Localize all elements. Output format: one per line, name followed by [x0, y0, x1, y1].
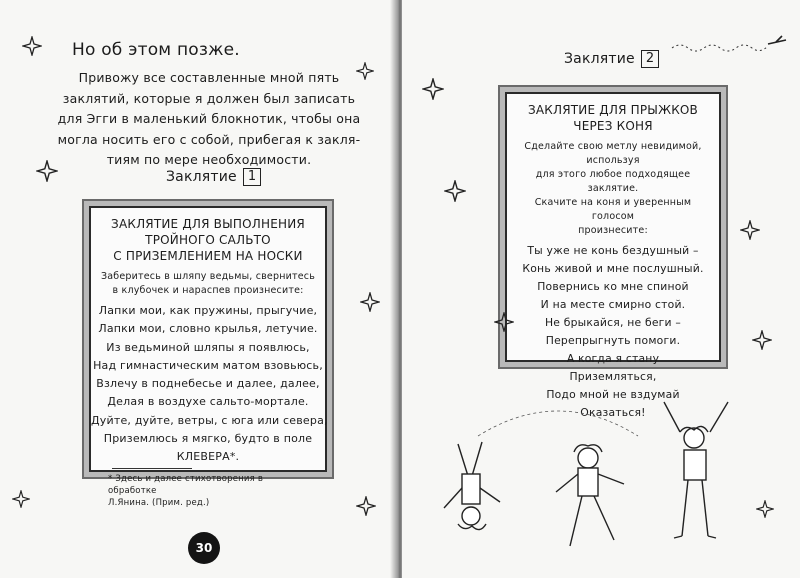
verse-line: Лапки мои, как пружины, прыгучие, [98, 304, 318, 317]
star-icon [360, 292, 380, 312]
verse-line: И на месте смирно стой. [540, 298, 686, 311]
verse-line: Делая в воздухе сальто-мортале. [107, 395, 309, 409]
acrobat-illustration [438, 396, 758, 566]
footnote-line: Л.Янина. (Прим. ред.) [108, 498, 210, 508]
intro-line: тиям по мере необходимости. [106, 152, 312, 167]
star-icon [444, 180, 466, 202]
verse-line: Ты уже не конь бездушный – [527, 244, 699, 257]
verse-line: Лапки мои, словно крылья, летучие. [98, 322, 318, 336]
card-verse [507, 242, 719, 422]
verse-line: Подо мной не вздумай [546, 388, 680, 401]
star-icon [756, 500, 774, 518]
page-heading: Но об этом позже. [72, 40, 240, 60]
card-title-line: С ПРИЗЕМЛЕНИЕМ НА НОСКИ [113, 249, 303, 263]
verse-line: Не брыкайся, не беги – [544, 316, 682, 329]
card-title [91, 216, 325, 264]
spell-card-2 [505, 92, 721, 419]
card-instructions [97, 270, 319, 298]
verse-line: Оказаться! [580, 406, 646, 419]
footnote-line: * Здесь и далее стихотворения в обработке [108, 474, 264, 496]
star-icon [494, 312, 514, 332]
verse-line: Взлечу в поднебесье и далее, далее, [96, 377, 320, 391]
broom-trail-doodle [670, 30, 790, 60]
page-number: 30 [188, 532, 220, 564]
card-instruction-line: для этого любое подходящее заклятие. [535, 169, 691, 194]
star-icon [752, 330, 772, 350]
card-title [507, 102, 719, 134]
footnote-rule [112, 468, 192, 469]
card-instruction-line: произнесите: [578, 225, 648, 236]
star-icon [12, 490, 30, 508]
spell-label: Заклятие [166, 169, 237, 185]
card-title-line: ЗАКЛЯТИЕ ДЛЯ ВЫПОЛНЕНИЯ [111, 217, 305, 231]
card-instruction-line: Заберитесь в шляпу ведьмы, свернитесь [101, 271, 315, 282]
star-icon [356, 496, 376, 516]
footnote [108, 473, 308, 509]
spell-number: 2 [641, 50, 659, 68]
intro-line: могла носить его с собой, прибегая к закля- [57, 131, 361, 147]
star-icon [740, 220, 760, 240]
spell-label: Заклятие [564, 51, 635, 67]
card-title-line: ТРОЙНОГО САЛЬТО [145, 233, 271, 247]
star-icon [22, 36, 42, 56]
spell-card-1 [89, 206, 327, 472]
star-icon [422, 78, 444, 100]
star-icon [356, 62, 374, 80]
card-title-line: ЧЕРЕЗ КОНЯ [573, 119, 653, 133]
verse-line: Дуйте, дуйте, ветры, с юга или севера, [91, 413, 328, 427]
card-instruction-line: Скачите на коня и уверенным голосом [534, 197, 692, 222]
card-verse [91, 302, 328, 467]
card-title-line: ЗАКЛЯТИЕ ДЛЯ ПРЫЖКОВ [527, 103, 698, 117]
intro-line: заклятий, которые я должен был записать [62, 90, 356, 106]
verse-line: Перепрыгнуть помоги. [545, 334, 681, 347]
verse-line: Конь живой и мне послушный. [522, 262, 704, 275]
star-icon [36, 160, 58, 182]
card-instruction-line: в клубочек и нараспев произнесите: [112, 285, 304, 296]
intro-line: для Эгги в маленький блокнотик, чтобы она [57, 111, 361, 126]
verse-line: КЛЕВЕРА*. [176, 450, 240, 464]
verse-line: А когда я стану [566, 352, 660, 365]
intro-line: Привожу все составленные мной пять [78, 70, 340, 85]
spell-number: 1 [243, 168, 261, 186]
left-page [0, 0, 398, 578]
card-instruction-line: Сделайте свою метлу невидимой, используя [524, 141, 702, 166]
verse-line: Приземлюсь я мягко, будто в поле [103, 432, 313, 446]
verse-line: Из ведьминой шляпы я появлюсь, [106, 340, 310, 354]
card-instructions [513, 140, 713, 238]
spell-1-heading [166, 168, 261, 186]
verse-line: Над гимнастическим матом взовьюсь, [93, 358, 323, 372]
intro-paragraph [54, 68, 364, 171]
verse-line: Приземляться, [569, 370, 657, 383]
verse-line: Повернись ко мне спиной [537, 280, 689, 293]
spell-2-heading [564, 50, 659, 68]
right-page [402, 0, 800, 578]
